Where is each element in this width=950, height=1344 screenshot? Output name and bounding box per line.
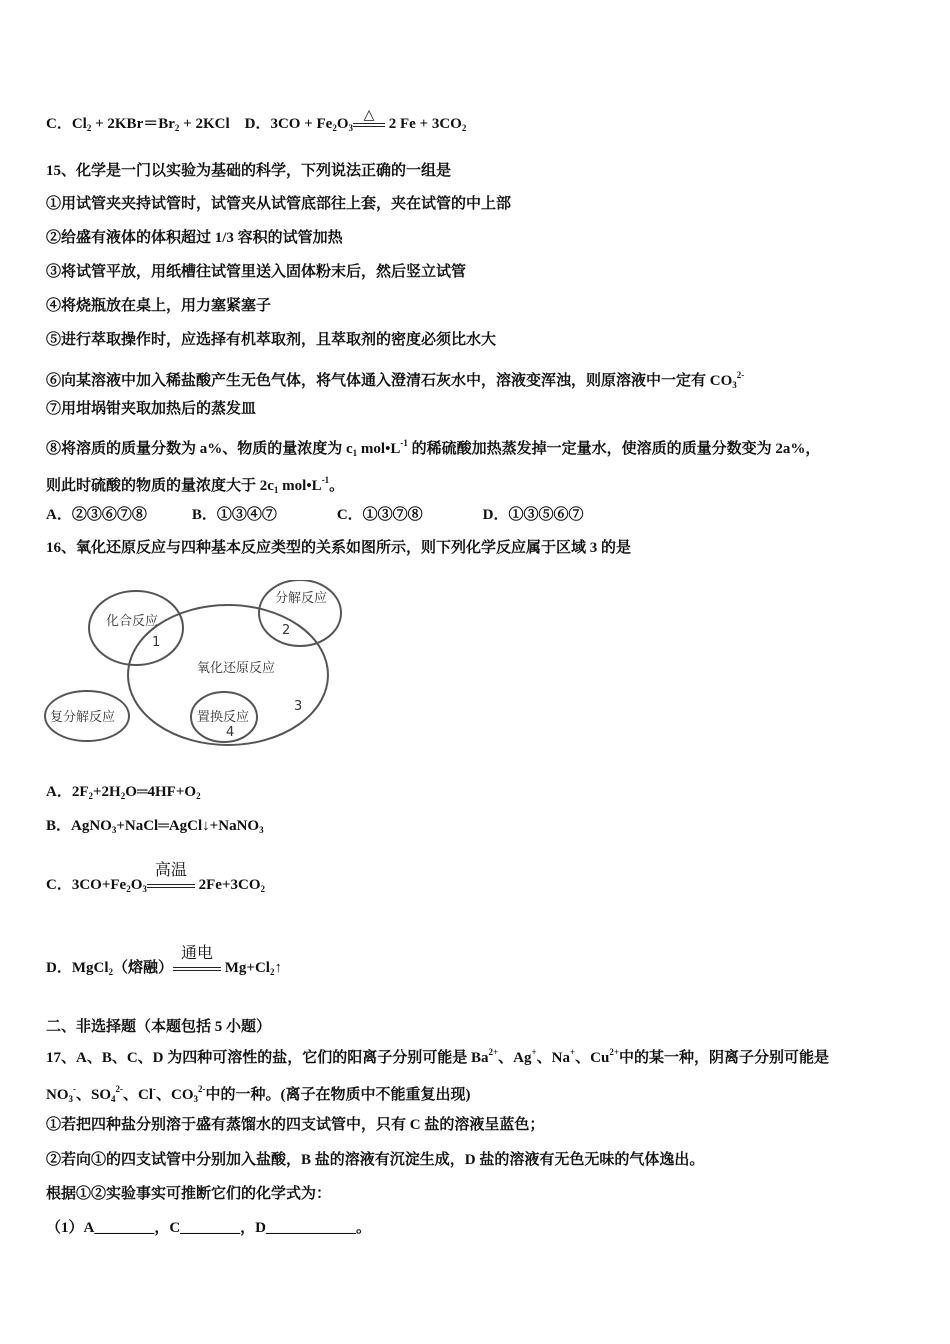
reaction-condition-arrow (147, 859, 195, 888)
superscript: -1 (321, 475, 330, 485)
text-line (46, 106, 467, 138)
text-line (46, 365, 744, 395)
superscript: 2- (198, 1084, 206, 1094)
subscript: 2 (174, 123, 180, 133)
text-run: +2H (93, 784, 121, 800)
text-run: 15、化学是一门以实验为基础的科学，下列说法正确的一组是 (46, 163, 452, 179)
text-line (46, 161, 451, 181)
text-line (46, 262, 466, 282)
text-line (46, 1218, 371, 1238)
text-run: 根据①②实验事实可推断它们的化学式为： (46, 1186, 332, 1202)
subscript: 1 (273, 485, 279, 495)
subscript: 3 (732, 380, 737, 390)
subscript: 4 (111, 1094, 116, 1104)
reaction-condition: △ (363, 106, 375, 123)
superscript: 2+ (488, 1047, 499, 1057)
text-run: ⑥向某溶液中加入稀盐酸产生无色气体，将气体通入澄清石灰水中，溶液变浑浊，则原溶液中一定有 CO (46, 373, 733, 389)
label-region-1: 1 (152, 635, 161, 650)
text-run: （1）A________，C________，D____________。 (46, 1220, 371, 1236)
subscript: 3 (259, 825, 264, 835)
text-line (46, 859, 265, 899)
text-run: ↑ (274, 960, 282, 976)
text-line (46, 228, 343, 248)
text-line (46, 816, 264, 840)
text-line (46, 470, 344, 500)
text-run: O (336, 116, 349, 132)
text-run: 2Fe+3CO (194, 877, 261, 893)
subscript: 2 (196, 791, 201, 801)
text-line (46, 1115, 544, 1135)
superscript: + (569, 1047, 576, 1057)
text-line (46, 1184, 331, 1204)
text-line (46, 330, 496, 350)
text-run: 的稀硫酸加热蒸发掉一定量水，使溶质的质量分数变为 2a%， (407, 441, 821, 457)
text-run: + 2KCl D．3CO + Fe (179, 116, 333, 132)
text-run: ②若向①的四支试管中分别加入盐酸，B 盐的溶液有沉淀生成，D 盐的溶液有无色无味的气体逸出。 (46, 1152, 705, 1168)
text-run: ⑤进行萃取操作时，应选择有机萃取剂，且萃取剂的密度必须比水大 (46, 332, 497, 348)
superscript: -1 (400, 438, 408, 448)
text-line (46, 942, 282, 982)
text-run: NO (46, 1087, 69, 1103)
text-run: C．Cl (46, 116, 87, 132)
reaction-type-diagram (44, 580, 344, 750)
text-run: O═4HF+O (125, 784, 197, 800)
superscript: - (153, 1084, 157, 1094)
text-run: 、CO (156, 1087, 194, 1103)
subscript: 2 (120, 791, 126, 801)
text-run: A．②③⑥⑦⑧ B．①③④⑦ C．①③⑦⑧ D．①③⑤⑥⑦ (46, 507, 584, 523)
text-line (46, 433, 820, 463)
text-run: 中的某一种，阴离子分别可能是 (618, 1050, 829, 1066)
text-run: ④将烧瓶放在桌上，用力塞紧塞子 (46, 298, 272, 314)
text-run: ①用试管夹夹持试管时，试管夹从试管底部往上套，夹在试管的中上部 (46, 196, 512, 212)
subscript: 2 (260, 884, 265, 894)
text-run: 、Na (536, 1050, 570, 1066)
text-run: （熔融） (113, 960, 174, 976)
text-line (46, 1150, 704, 1170)
text-run: 、SO (76, 1087, 112, 1103)
text-run: O (130, 877, 143, 893)
superscript: + (531, 1047, 537, 1057)
label-combination: 化合反应 (106, 614, 159, 629)
subscript: 2 (269, 967, 275, 977)
text-run: ⑧将溶质的质量分数为 a%、物质的量浓度为 c (46, 441, 353, 457)
label-double-displacement: 复分解反应 (50, 710, 116, 725)
subscript: 3 (193, 1094, 199, 1104)
label-region-2: 2 (282, 623, 291, 638)
text-run: 则此时硫酸的物质的量浓度大于 2c (46, 478, 274, 494)
subscript: 3 (68, 1094, 73, 1104)
subscript: 2 (86, 123, 92, 133)
text-run: + 2KBr＝Br (91, 116, 175, 132)
text-run: mol•L (357, 441, 401, 457)
text-run: D．MgCl (46, 960, 109, 976)
text-line (46, 782, 201, 806)
text-line (46, 1042, 829, 1068)
text-run: Mg+Cl (221, 960, 270, 976)
label-redox: 氧化还原反应 (197, 661, 276, 676)
subscript: 3 (142, 884, 147, 894)
subscript: 3 (348, 123, 353, 133)
text-line (46, 194, 511, 214)
reaction-condition-arrow (353, 106, 385, 127)
subscript: 2 (88, 791, 93, 801)
text-run: ⑦用坩埚钳夹取加热后的蒸发皿 (46, 401, 257, 417)
text-run: ①若把四种盐分别溶于盛有蒸馏水的四支试管中，只有 C 盐的溶液呈蓝色； (46, 1117, 545, 1133)
superscript: 2- (115, 1084, 124, 1094)
subscript: 3 (111, 825, 117, 835)
text-run: 2 Fe + 3CO (384, 116, 462, 132)
subscript: 2 (126, 884, 131, 894)
text-line (46, 538, 631, 558)
text-run: B．AgNO (46, 818, 112, 834)
subscript: 2 (461, 123, 467, 133)
text-line (46, 296, 271, 316)
text-run: 17、A、B、C、D 为四种可溶性的盐，它们的阳离子分别可能是 Ba (46, 1050, 489, 1066)
reaction-condition: 通电 (181, 942, 214, 962)
text-line (46, 399, 256, 419)
text-run: ②给盛有液体的体积超过 1/3 容积的试管加热 (46, 230, 343, 246)
subscript: 1 (352, 448, 358, 458)
label-decomposition: 分解反应 (275, 591, 328, 606)
text-run: 。 (329, 478, 345, 494)
text-run: 16、氧化还原反应与四种基本反应类型的关系如图所示，则下列化学反应属于区域 3 的是 (46, 540, 632, 556)
text-line (46, 1017, 271, 1037)
equals-sign (147, 884, 195, 888)
label-region-4: 4 (226, 725, 235, 740)
text-run: C．3CO+Fe (46, 877, 127, 893)
text-run: +NaCl═AgCl↓+NaNO (116, 818, 260, 834)
text-run: 中的一种。(离子在物质中不能重复出现) (205, 1087, 471, 1103)
text-run: 、Cl (123, 1087, 154, 1103)
equals-sign (173, 967, 221, 971)
text-run: ③将试管平放，用纸槽往试管里送入固体粉末后，然后竖立试管 (46, 264, 467, 280)
text-run: 二、非选择题（本题包括 5 小题） (46, 1019, 272, 1035)
subscript: 2 (108, 967, 113, 977)
superscript: - (73, 1084, 76, 1094)
label-region-3: 3 (294, 699, 303, 714)
text-run: A．2F (46, 784, 89, 800)
reaction-condition-arrow (173, 942, 221, 971)
decomposition-ellipse (259, 580, 341, 646)
text-line (46, 1079, 471, 1109)
text-line (46, 505, 584, 525)
label-displacement: 置换反应 (197, 710, 250, 725)
reaction-condition: 高温 (154, 859, 187, 879)
superscript: 2+ (609, 1047, 619, 1057)
text-run: 、Cu (575, 1050, 610, 1066)
text-run: mol•L (278, 478, 322, 494)
superscript: 2- (736, 370, 745, 380)
text-run: 、Ag (498, 1050, 532, 1066)
subscript: 2 (332, 123, 337, 133)
